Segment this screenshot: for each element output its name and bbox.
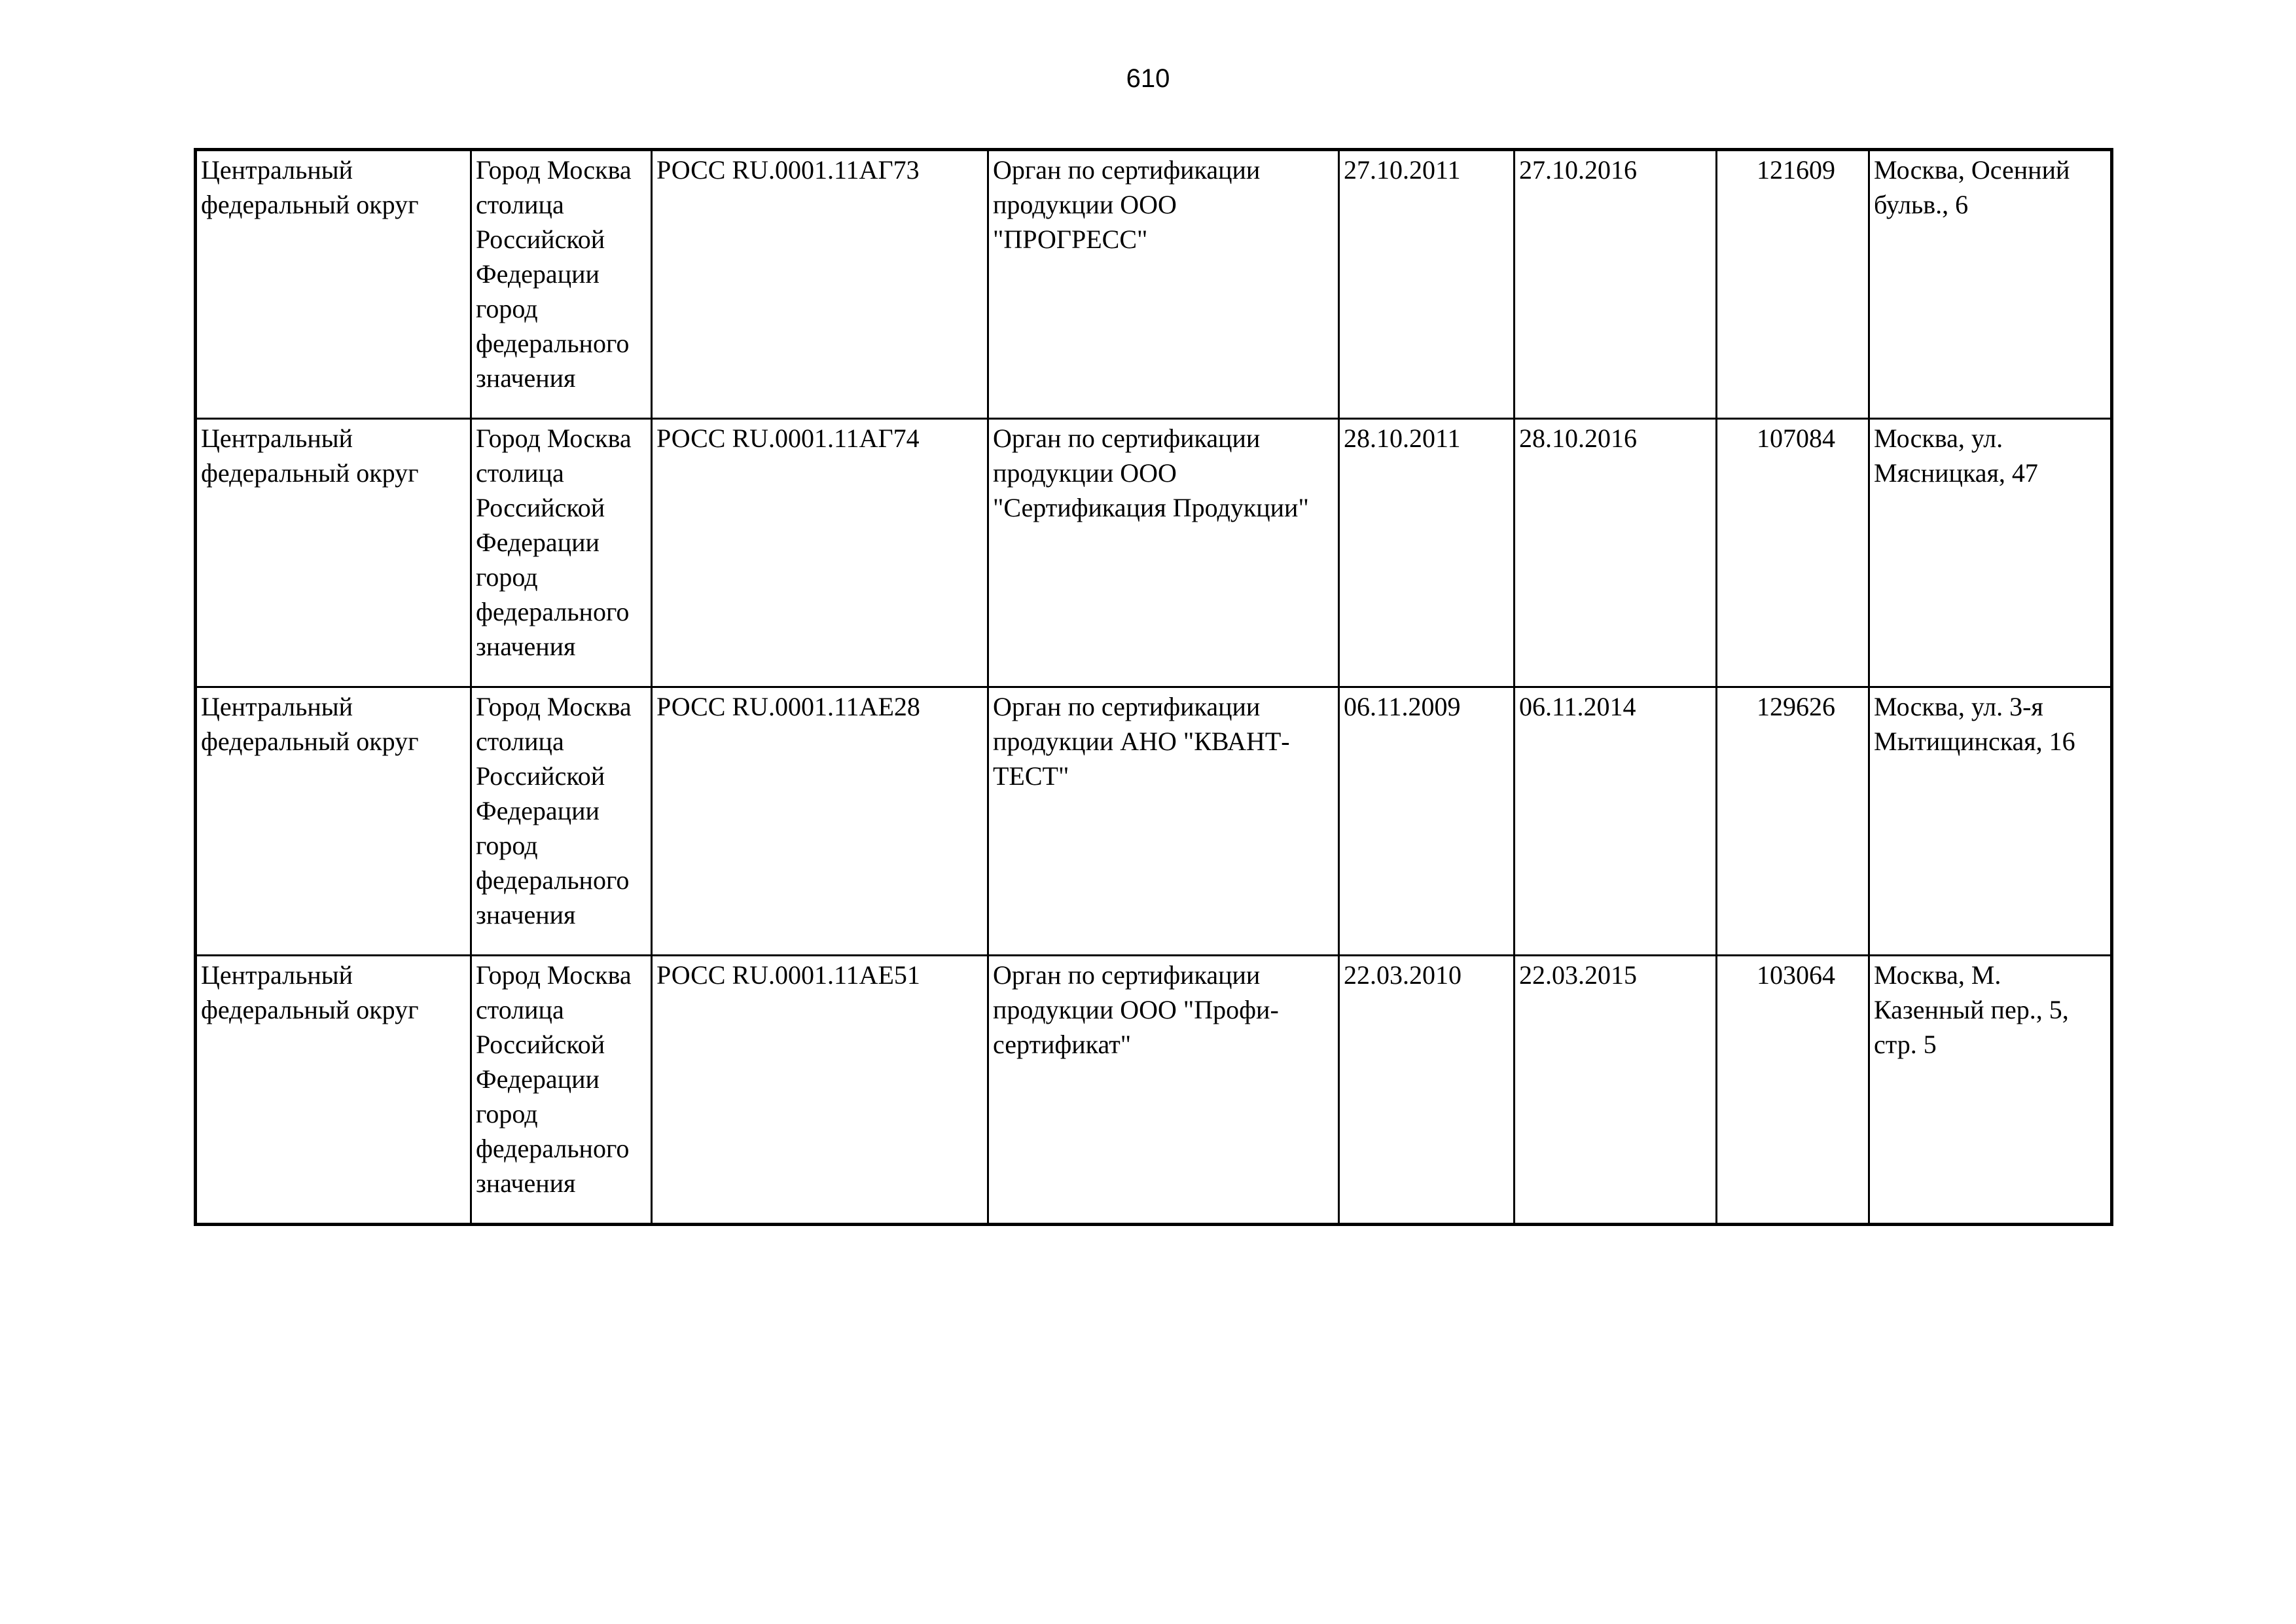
registration-number-cell: РОСС RU.0001.11АГ74 [652, 419, 988, 687]
valid-from-cell: 06.11.2009 [1339, 687, 1515, 956]
valid-to-cell: 28.10.2016 [1515, 419, 1717, 687]
registration-number-cell: РОСС RU.0001.11АЕ51 [652, 956, 988, 1225]
region-text: Город Москва столица Российской Федерации город федерального значения [476, 692, 632, 929]
address-cell: Москва, ул. 3-я Мытищинская, 16 [1869, 687, 2112, 956]
table-row [196, 419, 2112, 687]
page-number: 610 [1126, 64, 1170, 93]
organization-cell: Орган по сертификации продукции ООО "Сертификация Продукции" [988, 419, 1339, 687]
region-cell [471, 419, 652, 687]
postcode-cell: 129626 [1717, 687, 1869, 956]
postcode-cell: 103064 [1717, 956, 1869, 1225]
region-text: Город Москва столица Российской Федерации город федерального значения [476, 155, 632, 393]
federal-district-cell: Центральный федеральный округ [196, 419, 471, 687]
valid-to-cell: 27.10.2016 [1515, 150, 1717, 419]
organization-cell: Орган по сертификации продукции АНО "КВАНТ-ТЕСТ" [988, 687, 1339, 956]
postcode-cell: 121609 [1717, 150, 1869, 419]
certification-registry-table [194, 148, 2113, 1226]
address-cell: Москва, ул. Мясницкая, 47 [1869, 419, 2112, 687]
federal-district-cell: Центральный федеральный округ [196, 150, 471, 419]
address-cell: Москва, М. Казенный пер., 5, стр. 5 [1869, 956, 2112, 1225]
registration-number-cell: РОСС RU.0001.11АЕ28 [652, 687, 988, 956]
valid-from-cell: 27.10.2011 [1339, 150, 1515, 419]
region-text: Город Москва столица Российской Федерации город федерального значения [476, 960, 632, 1198]
federal-district-cell: Центральный федеральный округ [196, 687, 471, 956]
federal-district-cell: Центральный федеральный округ [196, 956, 471, 1225]
registration-number-cell: РОСС RU.0001.11АГ73 [652, 150, 988, 419]
valid-from-cell: 22.03.2010 [1339, 956, 1515, 1225]
region-text: Город Москва столица Российской Федерации город федерального значения [476, 424, 632, 661]
table-row [196, 687, 2112, 956]
table-row [196, 956, 2112, 1225]
valid-to-cell: 06.11.2014 [1515, 687, 1717, 956]
table-row [196, 150, 2112, 419]
valid-from-cell: 28.10.2011 [1339, 419, 1515, 687]
valid-to-cell: 22.03.2015 [1515, 956, 1717, 1225]
region-cell [471, 150, 652, 419]
organization-cell: Орган по сертификации продукции ООО "Профи-сертификат" [988, 956, 1339, 1225]
region-cell [471, 956, 652, 1225]
address-cell: Москва, Осенний бульв., 6 [1869, 150, 2112, 419]
organization-cell: Орган по сертификации продукции ООО "ПРОГРЕСС" [988, 150, 1339, 419]
region-cell [471, 687, 652, 956]
postcode-cell: 107084 [1717, 419, 1869, 687]
